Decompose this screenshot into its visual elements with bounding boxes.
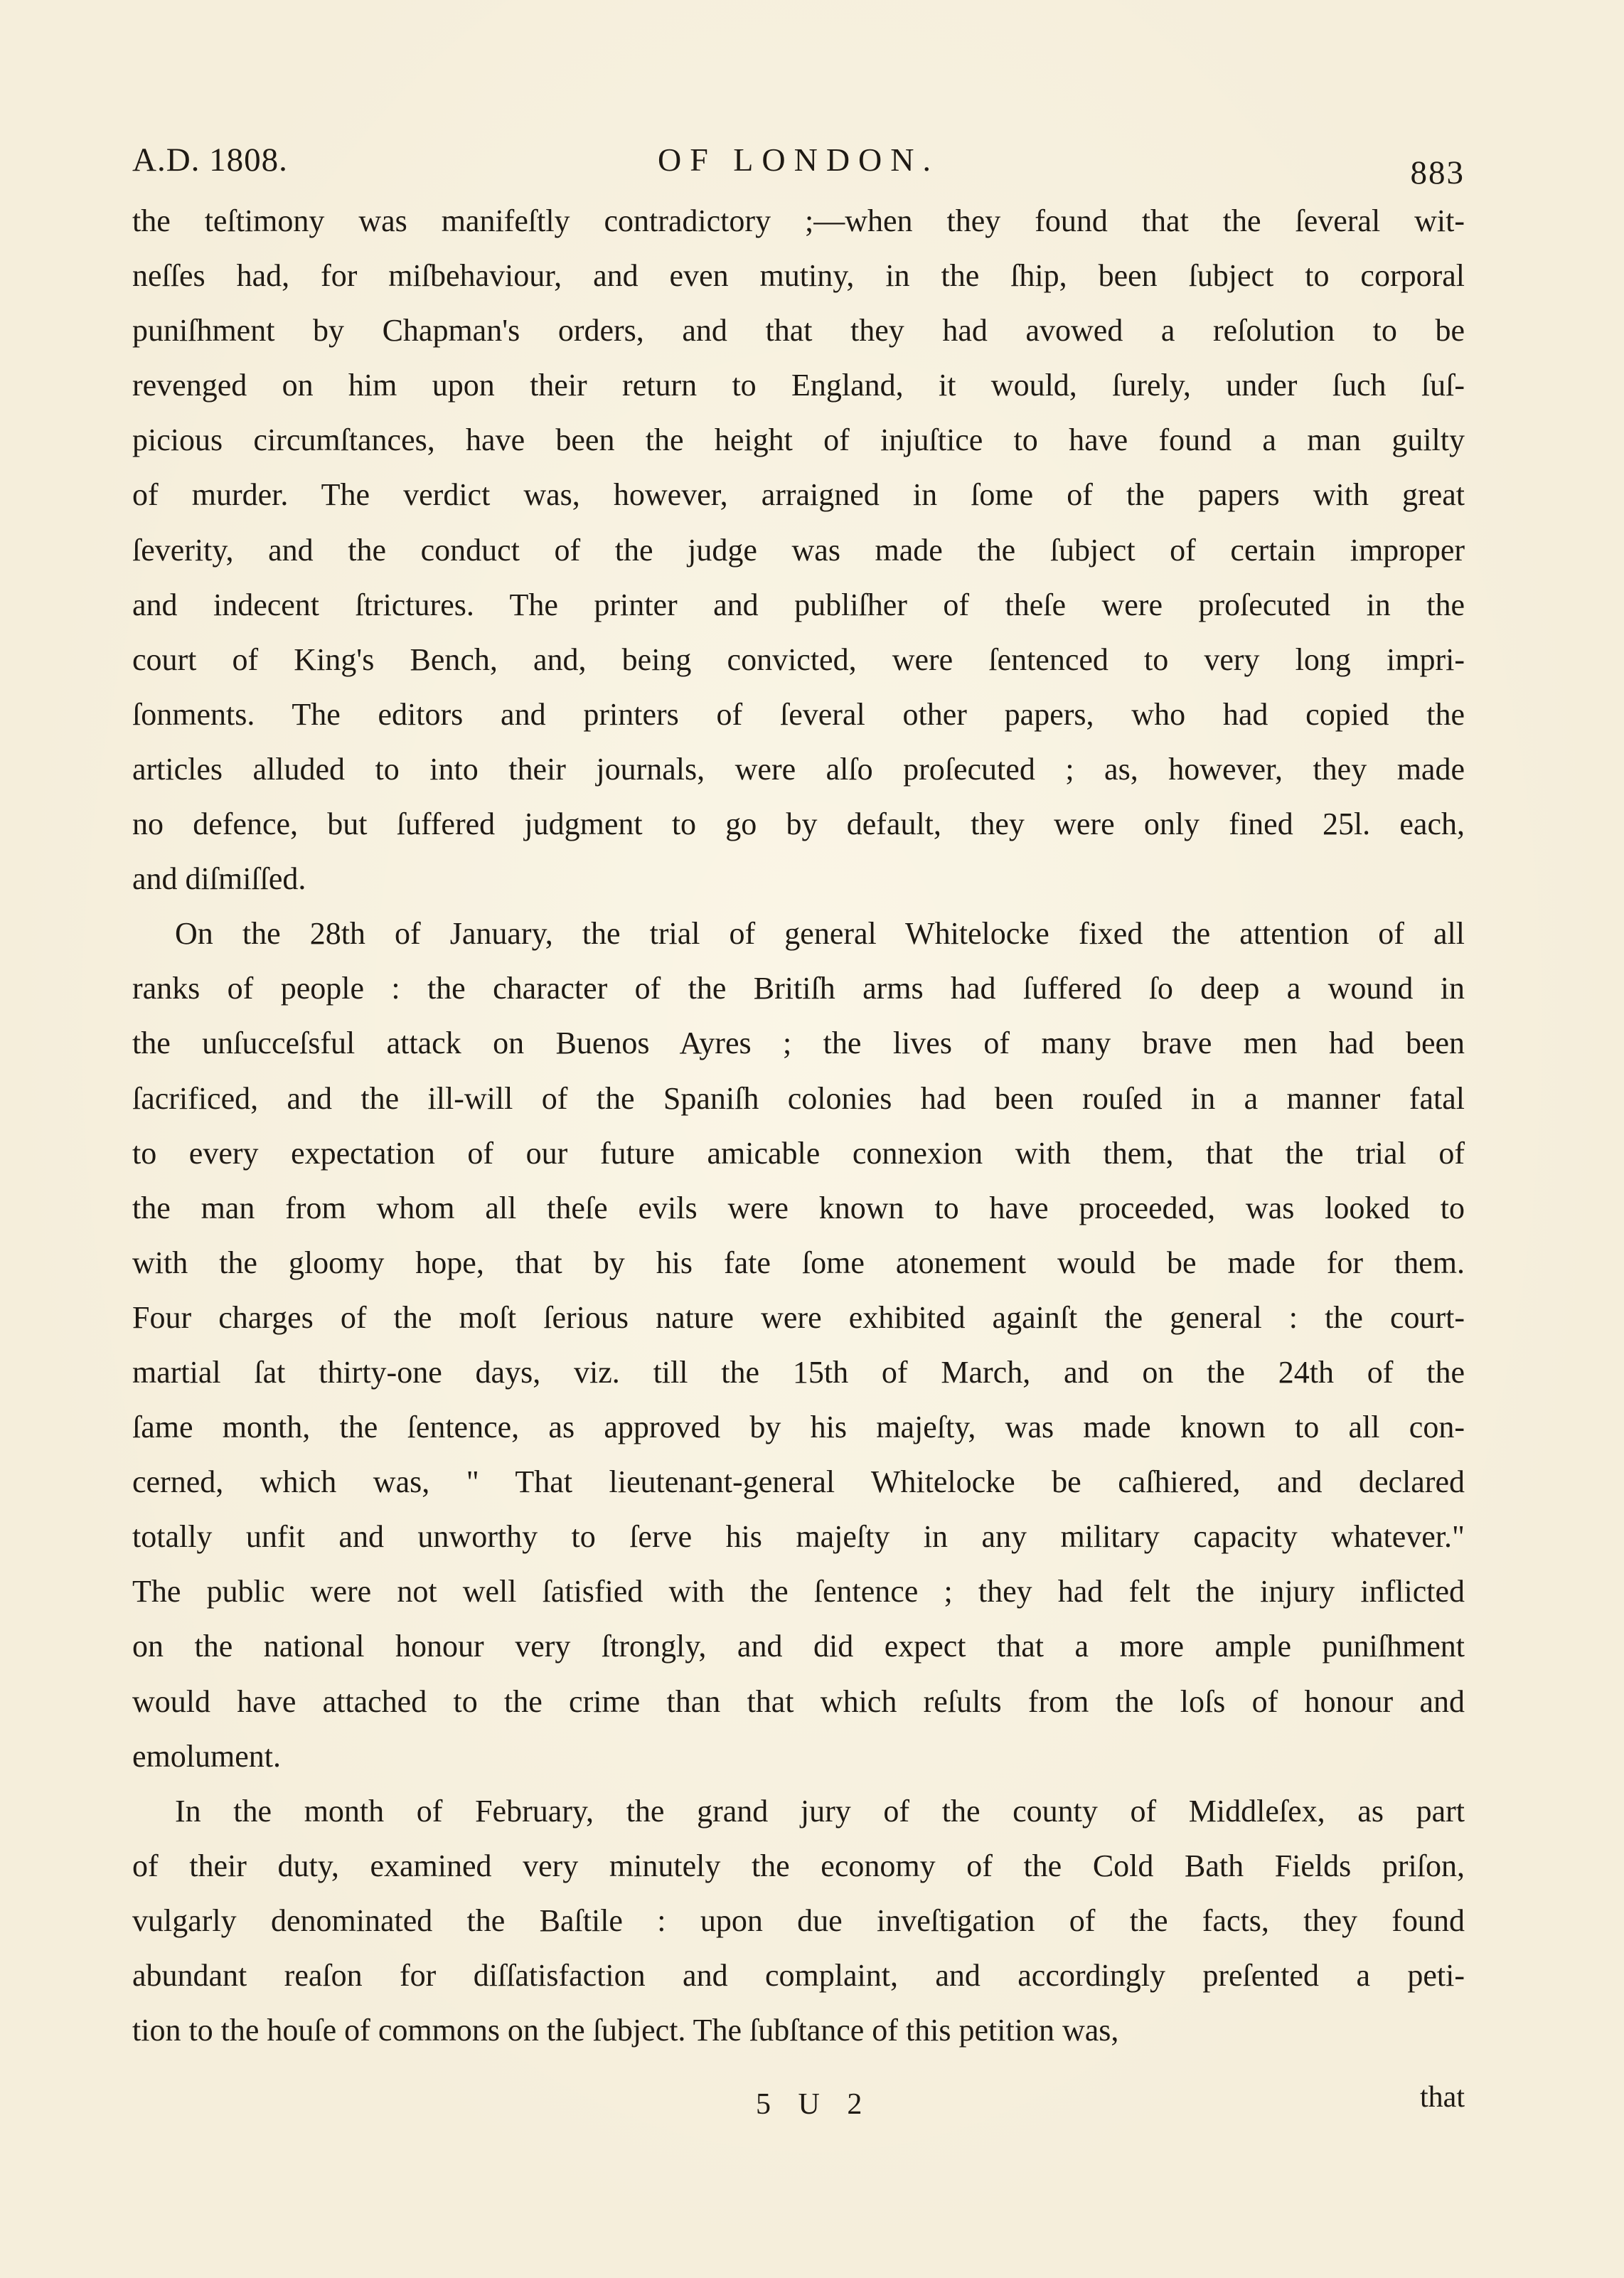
text-line: of murder. The verdict was, however, arraigned in ſome of the papers with great <box>132 477 1465 513</box>
text-line: vulgarly denominated the Baſtile : upon due inveſtigation of the facts, they found <box>132 1902 1465 1938</box>
body-text <box>132 193 1465 2058</box>
text-line: ſeverity, and the conduct of the judge was made the ſubject of certain improper <box>132 532 1465 568</box>
text-line: The public were not well ſatisfied with the ſentence ; they had felt the injury inflicted <box>132 1574 1465 1609</box>
text-line: with the gloomy hope, that by his fate ſome atonement would be made for them. <box>132 1245 1465 1280</box>
text-line: and diſmiſſed. <box>132 861 306 897</box>
text-line: no defence, but ſuffered judgment to go by default, they were only fined 25l. each, <box>132 807 1465 842</box>
text-line: and indecent ſtrictures. The printer and publiſher of theſe were proſecuted in the <box>132 587 1465 622</box>
text-line: ſonments. The editors and printers of ſeveral other papers, who had copied the <box>132 696 1465 732</box>
text-line: to every expectation of our future amicable connexion with them, that the trial of <box>132 1135 1465 1171</box>
paragraph-3 <box>132 1784 1465 2058</box>
paragraph-1 <box>132 193 1465 906</box>
page-footer <box>132 2081 1465 2137</box>
text-line: neſſes had, for miſbehaviour, and even mutiny, in the ſhip, been ſubject to corporal <box>132 258 1465 294</box>
text-line: the unſucceſsful attack on Buenos Ayres ; the lives of many brave men had been <box>132 1026 1465 1061</box>
text-line: court of King's Bench, and, being convicted, were ſentenced to very long impri- <box>132 642 1465 677</box>
page-number: 883 <box>1410 154 1465 191</box>
text-line: on the national honour very ſtrongly, and did expect that a more ample puniſhment <box>132 1629 1465 1664</box>
text-line: abundant reaſon for diſſatisfaction and complaint, and accordingly preſented a peti- <box>132 1958 1465 1993</box>
text-line: totally unfit and unworthy to ſerve his majeſty in any military capacity whatever." <box>132 1519 1465 1555</box>
text-line: ſacrificed, and the ill-will of the Spaniſh colonies had been rouſed in a manner fatal <box>132 1080 1465 1116</box>
text-line: the man from whom all theſe evils were known to have proceeded, was looked to <box>132 1190 1465 1225</box>
text-line: cerned, which was, " That lieutenant-general Whitelocke be caſhiered, and declared <box>132 1464 1465 1500</box>
text-line: In the month of February, the grand jury of the county of Middleſex, as part <box>175 1793 1465 1829</box>
paragraph-2 <box>132 906 1465 1784</box>
text-line: puniſhment by Chapman's orders, and that they had avowed a reſolution to be <box>132 313 1465 348</box>
text-line: of their duty, examined very minutely the economy of the Cold Bath Fields priſon, <box>132 1848 1465 1883</box>
text-line: Four charges of the moſt ſerious nature were exhibited againſt the general : the court- <box>132 1299 1465 1335</box>
signature-mark: 5 U 2 <box>756 2088 872 2121</box>
header-title: OF LONDON. <box>658 142 939 178</box>
text-line: the teſtimony was manifeſtly contradictory ;—when they found that the ſeveral wit- <box>132 203 1465 238</box>
text-line: ſame month, the ſentence, as approved by his majeſty, was made known to all con- <box>132 1410 1465 1445</box>
text-line: emolument. <box>132 1738 281 1774</box>
running-head <box>132 135 1465 191</box>
text-line: ranks of people : the character of the Britiſh arms had ſuffered ſo deep a wound in <box>132 971 1465 1006</box>
text-line: revenged on him upon their return to England, it would, ſurely, under ſuch ſuſ- <box>132 368 1465 403</box>
text-line: martial ſat thirty-one days, viz. till the 15th of March, and on the 24th of the <box>132 1354 1465 1390</box>
text-line: would have attached to the crime than that which reſults from the loſs of honour and <box>132 1683 1465 1719</box>
catchword: that <box>1420 2081 1465 2114</box>
text-line: articles alluded to into their journals, were alſo proſecuted ; as, however, they made <box>132 751 1465 787</box>
text-line: picious circumſtances, have been the height of injuſtice to have found a man guilty <box>132 422 1465 458</box>
header-date: A.D. 1808. <box>132 142 288 179</box>
text-line: tion to the houſe of commons on the ſubject. The ſubſtance of this petition was, <box>132 2013 1119 2048</box>
text-line: On the 28th of January, the trial of general Whitelocke fixed the attention of all <box>175 916 1465 952</box>
